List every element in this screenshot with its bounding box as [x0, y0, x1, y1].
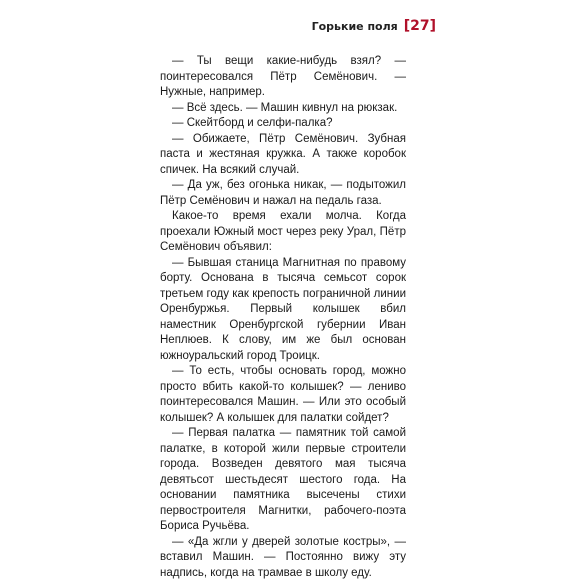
- paragraph: Какое-то время ехали молча. Когда проехали Южный мост через реку Урал, Пётр Семёнович объявил:: [160, 209, 406, 256]
- paragraph: — Первая палатка — памятник той самой палатке, в которой жили первые строители города. Возведен девятого мая тысяча девятьсот шестьдесят шестого года. На основании памятника высечены стихи первостроителя Магнитки, рабочего-поэта Бориса Ручьёва.: [160, 426, 406, 535]
- paragraph: — Всё здесь. — Машин кивнул на рюкзак.: [160, 101, 406, 117]
- paragraph: — Да уж, без огонька никак, — подытожил Пётр Семёнович и нажал на педаль газа.: [160, 178, 406, 209]
- paragraph: — Бывшая станица Магнитная по правому борту. Основана в тысяча семьсот сорок третьем году как крепость пограничной линии Оренбуржья. Первый колышек вбил наместник Оренбургской губернии Иван Неплюев. К слову, им же был основан южноуральский город Троицк.: [160, 256, 406, 365]
- paragraph: — Обижаете, Пётр Семёнович. Зубная паста и жестяная кружка. А также коробок спичек. На всякий случай.: [160, 132, 406, 179]
- page-header: [312, 18, 436, 34]
- paragraph: — То есть, чтобы основать город, можно просто вбить какой-то колышек? — лениво поинтересовался Машин. — Или это особый колышек? А колышек для палатки сойдет?: [160, 364, 406, 426]
- paragraph: — Ты вещи какие-нибудь взял? — поинтересовался Пётр Семёнович. — Нужные, например.: [160, 54, 406, 101]
- paragraph: — «Да жгли у дверей золотые костры», — вставил Машин. — Постоянно вижу эту надпись, когда на трамвае в школу еду.: [160, 535, 406, 581]
- paragraph: — Скейтборд и селфи-палка?: [160, 116, 406, 132]
- page-number: [27]: [404, 18, 436, 34]
- running-title: Горькие поля: [312, 20, 398, 33]
- body-text: [160, 54, 406, 581]
